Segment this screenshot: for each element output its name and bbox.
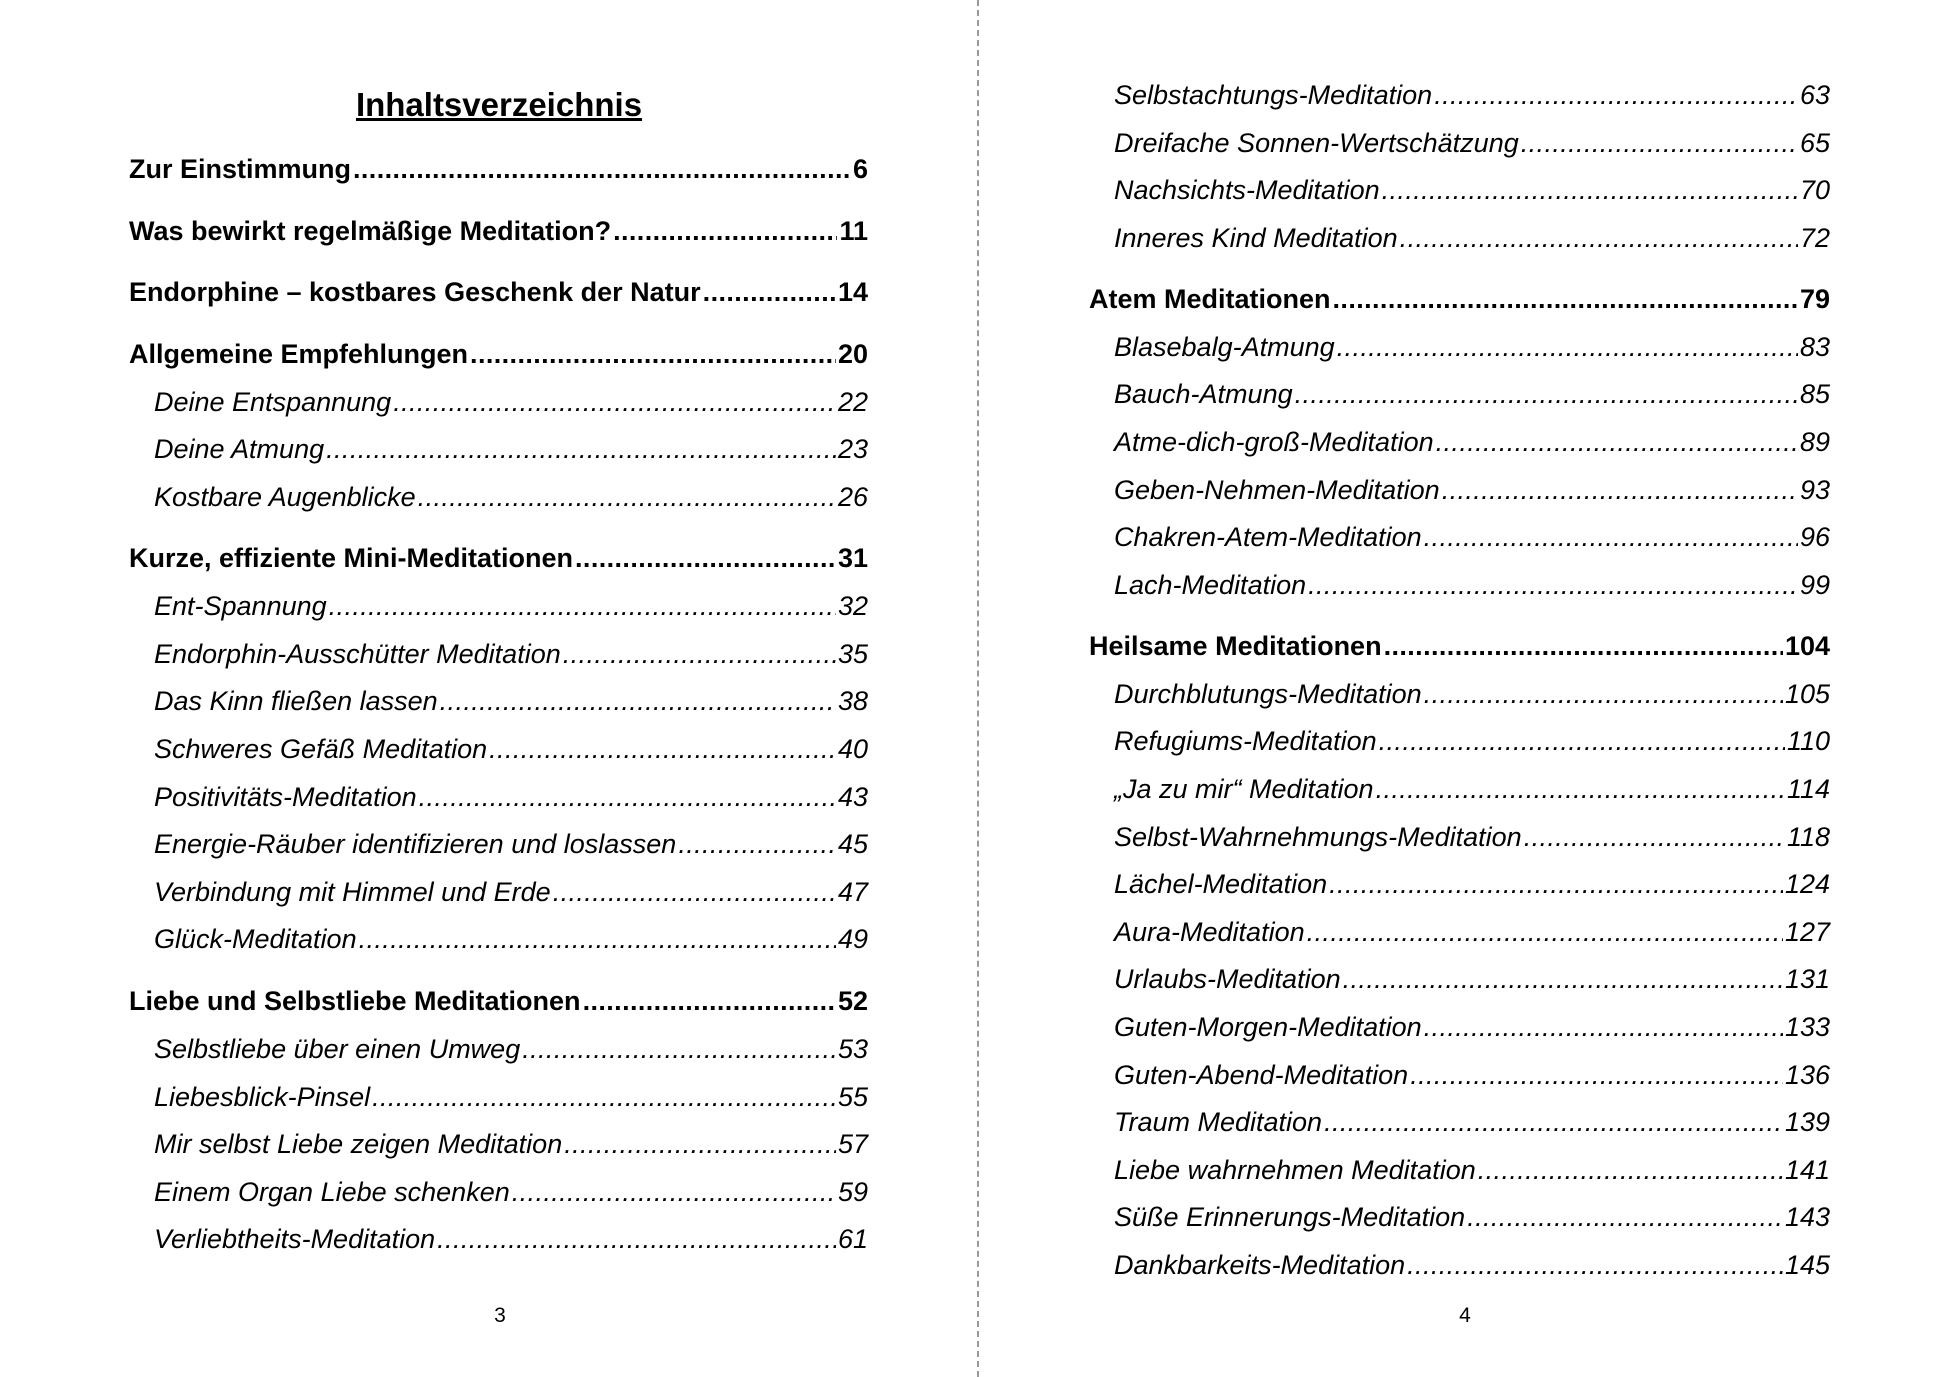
toc-section-entry[interactable] [1114,1202,1830,1233]
toc-section-entry[interactable] [154,639,868,670]
toc-section-entry[interactable] [154,1034,868,1065]
toc-leader-dots [1434,80,1798,111]
toc-leader-dots [470,339,836,370]
toc-chapter-entry[interactable] [129,216,868,247]
toc-entry-page: 43 [837,781,868,812]
toc-entry-page: 124 [1784,869,1830,900]
toc-entry-page: 47 [837,876,868,907]
toc-section-entry[interactable] [154,387,868,418]
toc-chapter-entry[interactable] [129,543,868,574]
toc-entry-label: Süße Erinnerungs-Meditation [1114,1202,1466,1233]
toc-entry-label: Urlaubs-Meditation [1114,964,1341,995]
toc-section-entry[interactable] [1114,223,1830,254]
toc-leader-dots [1379,726,1785,757]
toc-entry-label: Aura-Meditation [1114,916,1305,947]
toc-entry-page: 57 [837,1129,868,1160]
toc-entry-page: 59 [837,1176,868,1207]
toc-entry-label: Heilsame Meditationen [1089,631,1382,662]
toc-entry-page: 23 [837,434,868,465]
toc-entry-label: Chakren-Atem-Meditation [1114,522,1422,553]
toc-entry-label: Atem Meditationen [1089,284,1331,315]
toc-entry-label: Selbstachtungs-Meditation [1114,80,1433,110]
toc-entry-label: Allgemeine Empfehlungen [129,338,469,369]
toc-entry-label: Schweres Gefäß Meditation [154,734,488,764]
toc-entry-label: Refugiums-Meditation [1114,726,1377,757]
toc-leader-dots [512,1177,836,1208]
toc-chapter-entry[interactable] [129,154,868,185]
toc-leader-dots [329,591,836,622]
toc-entry-label: Verbindung mit Himmel und Erde [154,876,551,907]
toc-entry-label: Ent-Spannung [154,591,327,622]
toc-entry-page: 26 [837,481,868,512]
toc-entry-label: Guten-Abend-Meditation [1114,1059,1409,1090]
toc-entry-page: 52 [837,985,868,1016]
toc-leader-dots [326,434,836,465]
toc-entry-label: Verliebtheits-Meditation [154,1224,436,1255]
toc-leader-dots [1307,917,1783,948]
toc-leader-dots [489,734,836,765]
toc-leader-dots [1329,869,1783,900]
toc-entry-label: Guten-Morgen-Meditation [1114,1012,1422,1042]
toc-entry-label: Lächel-Meditation [1114,869,1328,900]
toc-leader-dots [372,1082,836,1113]
toc-leader-dots [1424,1012,1783,1043]
toc-entry-page: 143 [1784,1202,1830,1233]
toc-leader-dots [563,639,836,670]
toc-entry-label: Selbstliebe über einen Umweg [154,1033,521,1064]
toc-entry-label: Endorphine – kostbares Geschenk der Natur [129,277,701,307]
toc-entry-page: 105 [1784,678,1830,709]
toc-leader-dots [1343,964,1783,995]
toc-section-entry[interactable] [1114,175,1830,206]
toc-entry-label: Nachsichts-Meditation [1114,175,1380,206]
toc-leader-dots [359,924,836,955]
toc-section-entry[interactable] [1114,774,1830,805]
toc-section-entry[interactable] [154,734,868,765]
toc-entry-label: Endorphin-Ausschütter Meditation [154,638,561,669]
toc-entry-page: 99 [1799,569,1830,600]
toc-section-entry[interactable] [154,1129,868,1160]
toc-entry-label: Geben-Nehmen-Meditation [1114,474,1440,505]
toc-entry-label: Dreifache Sonnen-Wertschätzung [1114,127,1519,158]
toc-entry-label: Liebe wahrnehmen Meditation [1114,1154,1476,1185]
toc-leader-dots [1407,1250,1783,1281]
toc-chapter-entry[interactable] [129,339,868,370]
toc-leader-dots [1424,522,1798,553]
toc-section-entry[interactable] [154,877,868,908]
toc-section-entry[interactable] [154,686,868,717]
toc-section-entry[interactable] [1114,726,1830,757]
toc-entry-label: Kostbare Augenblicke [154,481,416,512]
toc-entry-page: 53 [837,1033,868,1064]
page-number-left: 3 [494,1304,506,1327]
toc-entry-label: Liebesblick-Pinsel [154,1081,371,1112]
toc-entry-page: 93 [1799,474,1830,505]
toc-entry-page: 131 [1784,964,1830,995]
toc-leader-dots [553,877,836,908]
toc-section-entry[interactable] [1114,570,1830,601]
toc-entry-label: Deine Atmung [154,434,325,465]
toc-entry-label: Inneres Kind Meditation [1114,222,1398,253]
toc-section-entry[interactable] [1114,379,1830,410]
toc-entry-label: Durchblutungs-Meditation [1114,678,1422,709]
toc-title: Inhaltsverzeichnis [355,86,643,123]
toc-entry-label: Einem Organ Liebe schenken [154,1176,510,1207]
toc-entry-page: 136 [1784,1059,1830,1090]
toc-entry-page: 35 [837,638,868,669]
toc-entry-page: 14 [837,277,868,307]
toc-entry-page: 72 [1799,222,1830,253]
toc-entry-page: 45 [837,829,868,860]
right-page [980,0,1955,1377]
toc-chapter-entry[interactable] [1089,631,1830,662]
toc-entry-page: 114 [1786,774,1830,804]
toc-leader-dots [1524,822,1785,853]
toc-section-entry[interactable] [1114,1107,1830,1138]
toc-entry-page: 38 [837,686,868,717]
toc-entry-label: Dankbarkeits-Meditation [1114,1250,1406,1280]
toc-entry-page: 83 [1799,331,1830,362]
toc-entry-label: Energie-Räuber identifizieren und loslassen [154,829,677,860]
toc-leader-dots [1337,332,1798,363]
toc-entry-label: Atme-dich-groß-Meditation [1114,427,1434,457]
toc-leader-dots [1436,427,1798,458]
toc-entry-page: 40 [837,734,868,764]
toc-entry-page: 20 [837,338,868,369]
toc-section-entry[interactable] [1114,1155,1830,1186]
toc-leader-dots [583,986,836,1017]
toc-entry-page: 70 [1799,175,1830,206]
toc-section-entry[interactable] [154,591,868,622]
toc-entry-page: 6 [852,154,868,184]
toc-entry-label: Zur Einstimmung [129,154,351,184]
toc-leader-dots [703,277,836,308]
toc-leader-dots [1521,128,1798,159]
toc-entry-page: 79 [1799,284,1830,315]
toc-entry-page: 133 [1784,1012,1830,1042]
toc-section-entry[interactable] [1114,332,1830,363]
toc-leader-dots [418,482,836,513]
page-divider [977,0,979,1377]
page-number-right: 4 [1459,1304,1471,1327]
toc-leader-dots [1467,1202,1783,1233]
toc-leader-dots [1376,774,1785,805]
toc-leader-dots [1324,1107,1783,1138]
toc-entry-page: 65 [1799,127,1830,158]
toc-section-entry[interactable] [1114,80,1830,111]
toc-leader-dots [1424,679,1783,710]
toc-entry-label: Selbst-Wahrnehmungs-Meditation [1114,821,1522,852]
toc-entry-page: 85 [1799,379,1830,410]
toc-leader-dots [564,1129,836,1160]
toc-entry-label: „Ja zu mir“ Meditation [1114,774,1374,804]
toc-entry-page: 61 [837,1224,868,1255]
toc-entry-page: 32 [837,591,868,622]
toc-section-entry[interactable] [1114,964,1830,995]
toc-entry-page: 141 [1784,1154,1830,1185]
toc-section-entry[interactable] [154,1082,868,1113]
toc-entry-label: Positivitäts-Meditation [154,781,417,812]
toc-leader-dots [1333,284,1798,315]
toc-section-entry[interactable] [154,482,868,513]
toc-leader-dots [419,782,836,813]
toc-section-entry[interactable] [1114,1250,1830,1281]
toc-leader-dots [1410,1060,1783,1091]
toc-leader-dots [440,686,836,717]
toc-leader-dots [1308,570,1798,601]
toc-leader-dots [1400,223,1798,254]
toc-leader-dots [1384,631,1783,662]
toc-section-entry[interactable] [1114,427,1830,458]
toc-entry-page: 104 [1784,631,1830,662]
toc-entry-page: 31 [837,543,868,574]
toc-entry-page: 110 [1786,726,1830,757]
toc-section-entry[interactable] [1114,1012,1830,1043]
toc-section-entry[interactable] [154,924,868,955]
toc-section-entry[interactable] [1114,822,1830,853]
toc-entry-page: 127 [1784,916,1830,947]
toc-entry-page: 49 [837,924,868,955]
toc-leader-dots [678,829,836,860]
toc-entry-label: Kurze, effiziente Mini-Meditationen [129,543,574,574]
toc-section-entry[interactable] [1114,679,1830,710]
toc-leader-dots [613,216,837,247]
toc-entry-label: Blasebalg-Atmung [1114,331,1335,362]
toc-entry-label: Deine Entspannung [154,386,392,417]
toc-chapter-entry[interactable] [129,986,868,1017]
toc-section-entry[interactable] [1114,869,1830,900]
toc-entry-label: Liebe und Selbstliebe Meditationen [129,985,581,1016]
toc-section-entry[interactable] [154,1224,868,1255]
toc-leader-dots [1478,1155,1783,1186]
toc-leader-dots [437,1224,836,1255]
toc-section-entry[interactable] [1114,917,1830,948]
toc-entry-page: 118 [1786,821,1830,852]
toc-entry-label: Glück-Meditation [154,924,357,955]
toc-chapter-entry[interactable] [129,277,868,308]
toc-entry-page: 11 [839,215,868,246]
toc-section-entry[interactable] [1114,475,1830,506]
toc-leader-dots [575,543,836,574]
toc-entry-page: 22 [837,386,868,417]
toc-entry-label: Das Kinn fließen lassen [154,686,438,717]
toc-entry-page: 145 [1784,1250,1830,1280]
toc-leader-dots [1295,379,1798,410]
toc-leader-dots [522,1034,836,1065]
toc-entry-label: Traum Meditation [1114,1107,1323,1138]
toc-section-entry[interactable] [1114,522,1830,553]
toc-entry-label: Was bewirkt regelmäßige Meditation? [129,215,612,246]
toc-section-entry[interactable] [1114,128,1830,159]
toc-leader-dots [1442,475,1798,506]
toc-entry-page: 63 [1799,80,1830,110]
toc-section-entry[interactable] [154,1177,868,1208]
toc-section-entry[interactable] [154,434,868,465]
toc-entry-page: 139 [1784,1107,1830,1138]
toc-leader-dots [1382,175,1798,206]
toc-section-entry[interactable] [154,782,868,813]
toc-entry-label: Lach-Meditation [1114,569,1307,600]
toc-entry-page: 96 [1799,522,1830,553]
toc-entry-page: 55 [837,1081,868,1112]
toc-leader-dots [393,387,836,418]
toc-chapter-entry[interactable] [1089,284,1830,315]
toc-leader-dots [353,154,851,185]
toc-entry-label: Bauch-Atmung [1114,379,1293,410]
toc-entry-page: 89 [1799,427,1830,457]
toc-section-entry[interactable] [1114,1060,1830,1091]
toc-section-entry[interactable] [154,829,868,860]
toc-entry-label: Mir selbst Liebe zeigen Meditation [154,1129,563,1160]
